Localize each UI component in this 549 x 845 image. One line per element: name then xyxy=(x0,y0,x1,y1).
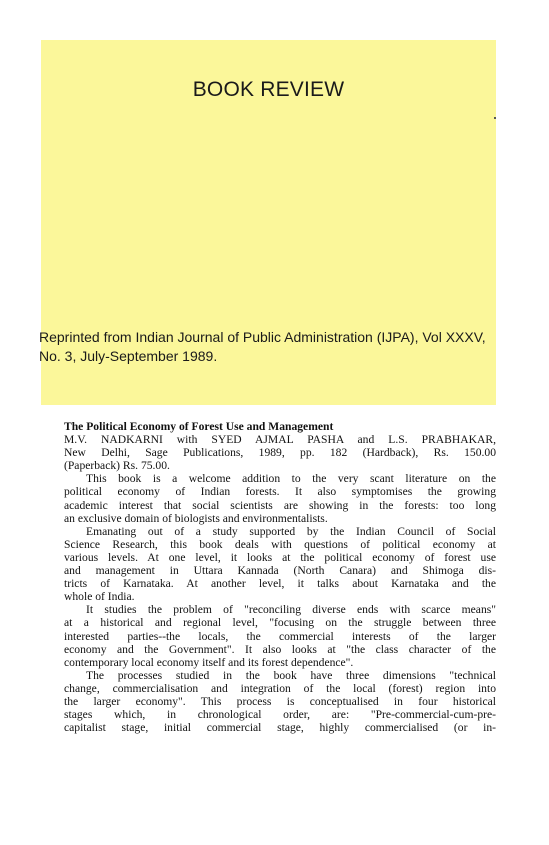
text-line: Science Research, this book deals with questions of political economy at xyxy=(64,537,496,551)
banner-title: BOOK REVIEW xyxy=(192,78,345,101)
text-line: Emanating out of a study supported by the Indian Council of Social xyxy=(86,524,496,538)
scan-speck xyxy=(494,117,496,119)
paragraph-2 xyxy=(64,525,496,604)
text-line: tricts of Karnataka. At another level, it talks about Karnataka and the xyxy=(64,577,496,591)
paragraph-3 xyxy=(64,603,496,668)
text-line: and management in Uttara Kannada (North Canara) and Shimoga dis- xyxy=(64,564,496,578)
byline-line: (Paperback) Rs. 75.00. xyxy=(64,459,170,473)
text-line: the larger economy". This process is conceptualised in four historical xyxy=(64,694,496,708)
text-line: stages which, in chronological order, are: "Pre-commercial-cum-pre- xyxy=(64,708,496,722)
review-article xyxy=(64,420,496,734)
reprint-note-line-2: No. 3, July-September 1989. xyxy=(39,348,218,364)
text-line: change, commercialisation and integration of the local (forest) region into xyxy=(64,681,496,695)
text-line: contemporary local economy itself and its forest dependence". xyxy=(64,655,354,669)
text-line: interested parties--the locals, the commercial interests of the larger xyxy=(64,629,496,643)
paragraph-4 xyxy=(64,669,496,734)
reprint-banner xyxy=(41,40,496,405)
text-line: It studies the problem of "reconciling diverse ends with scarce means" xyxy=(86,603,496,617)
text-line: This book is a welcome addition to the very scant literature on the xyxy=(86,472,496,486)
book-title: The Political Economy of Forest Use and Management xyxy=(64,420,334,433)
text-line: academic interest that social scientists are showing in the forests: too long xyxy=(64,498,496,512)
text-line: various levels. At one level, it looks at the political economy of forest use xyxy=(64,550,496,564)
text-line: at a historical and regional level, "focusing on the struggle between three xyxy=(64,616,496,630)
reprint-note xyxy=(39,328,519,366)
text-line: an exclusive domain of biologists and environmentalists. xyxy=(64,511,328,525)
paragraph-1 xyxy=(64,472,496,524)
reprint-note-line-1: Reprinted from Indian Journal of Public Administration (IJPA), Vol XXXV, xyxy=(39,329,486,345)
text-line: capitalist stage, initial commercial stage, highly commercialised (or in- xyxy=(64,721,496,735)
text-line: whole of India. xyxy=(64,590,135,604)
byline-line: M.V. NADKARNI with SYED AJMAL PASHA and L.S. PRABHAKAR, xyxy=(64,433,496,447)
book-byline xyxy=(64,433,496,472)
text-line: economy and the Government". It also looks at "the class character of the xyxy=(64,642,496,656)
byline-line: New Delhi, Sage Publications, 1989, pp. 182 (Hardback), Rs. 150.00 xyxy=(64,446,496,460)
text-line: political economy of Indian forests. It also symptomises the growing xyxy=(64,485,496,499)
text-line: The processes studied in the book have three dimensions "technical xyxy=(86,668,496,682)
